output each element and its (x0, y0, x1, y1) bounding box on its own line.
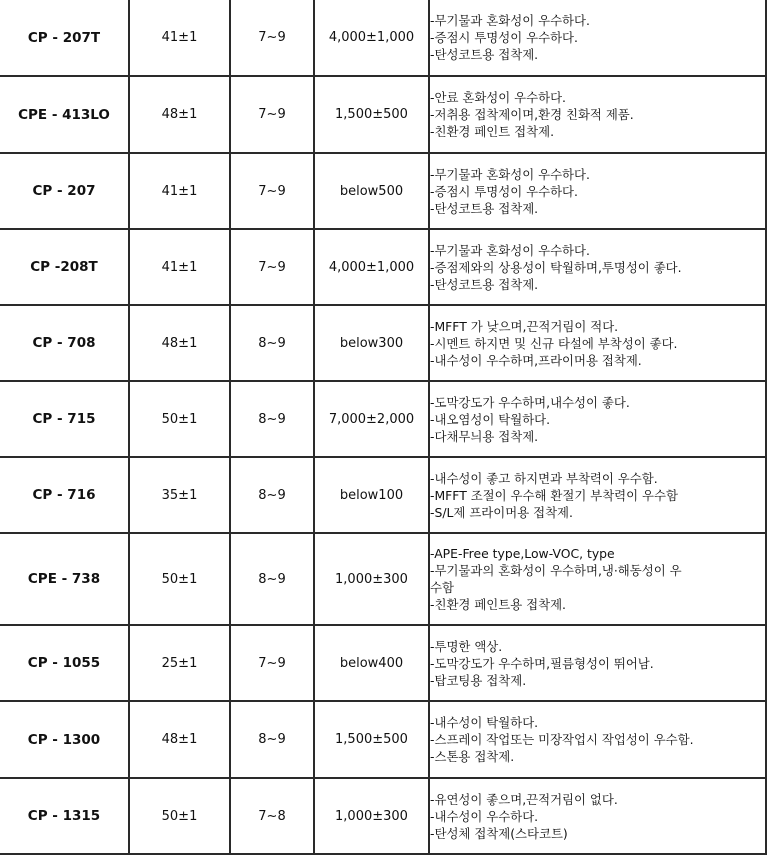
solid-content: 48±1 (129, 305, 230, 381)
ph-value: 8~9 (230, 457, 314, 533)
feature-line: -내수성이 우수하다. (430, 808, 539, 824)
feature-line: -MFFT 조절이 우수해 환절기 부착력이 우수함 (430, 487, 678, 503)
ph-value: 8~9 (230, 305, 314, 381)
viscosity: 7,000±2,000 (314, 381, 429, 457)
solid-content: 41±1 (129, 153, 230, 229)
feature-description (429, 153, 766, 229)
feature-line: -무기물과의 혼화성이 우수하며,냉·해동성이 우수함 (430, 563, 682, 595)
viscosity: 1,500±500 (314, 701, 429, 778)
feature-line: -안료 혼화성이 우수하다. (430, 90, 566, 105)
solid-content: 50±1 (129, 533, 230, 625)
viscosity: below300 (314, 305, 429, 381)
feature-description (429, 229, 766, 305)
feature-line: -APE-Free type,Low-VOC, type (430, 546, 615, 561)
feature-line: -탄성코트용 접착제. (430, 276, 539, 292)
product-name: CP - 716 (0, 457, 129, 533)
table-row (0, 381, 766, 457)
viscosity: below500 (314, 153, 429, 229)
solid-content: 48±1 (129, 76, 230, 153)
solid-content: 41±1 (129, 229, 230, 305)
ph-value: 7~9 (230, 625, 314, 701)
ph-value: 7~9 (230, 229, 314, 305)
feature-line: -S/L제 프라이머용 접착제. (430, 504, 573, 520)
solid-content: 48±1 (129, 701, 230, 778)
feature-description (429, 625, 766, 701)
table-row (0, 778, 766, 854)
viscosity: 1,000±300 (314, 533, 429, 625)
product-name: CP -208T (0, 229, 129, 305)
solid-content: 50±1 (129, 381, 230, 457)
feature-line: -증점시 투명성이 우수하다. (430, 30, 578, 45)
table-row (0, 457, 766, 533)
feature-line: -탑코팅용 접착제. (430, 672, 527, 688)
feature-line: -증점시 투명성이 우수하다. (430, 183, 578, 199)
product-name: CP - 207T (0, 0, 129, 76)
product-name: CPE - 738 (0, 533, 129, 625)
ph-value: 8~9 (230, 701, 314, 778)
table-row (0, 625, 766, 701)
feature-description (429, 701, 766, 778)
feature-line: -무기물과 혼화성이 우수하다. (430, 166, 590, 182)
product-name: CP - 715 (0, 381, 129, 457)
feature-description (429, 0, 766, 76)
product-name: CP - 708 (0, 305, 129, 381)
ph-value: 7~9 (230, 76, 314, 153)
feature-line: -내오염성이 탁월하다. (430, 411, 551, 427)
feature-line: -증점제와의 상용성이 탁월하며,투명성이 좋다. (430, 259, 682, 275)
viscosity: 1,500±500 (314, 76, 429, 153)
product-name: CPE - 413LO (0, 76, 129, 153)
feature-line: -탄성코트용 접착제. (430, 200, 539, 216)
feature-description (429, 381, 766, 457)
feature-line: -MFFT 가 낮으며,끈적거림이 적다. (430, 318, 619, 334)
product-name: CP - 1055 (0, 625, 129, 701)
feature-line: -다채무늬용 접착제. (430, 428, 539, 444)
product-name: CP - 1315 (0, 778, 129, 854)
ph-value: 7~9 (230, 0, 314, 76)
feature-line: -내수성이 탁월하다. (430, 715, 539, 730)
ph-value: 7~8 (230, 778, 314, 854)
ph-value: 8~9 (230, 381, 314, 457)
table-row (0, 229, 766, 305)
table-row (0, 305, 766, 381)
feature-line: -도막강도가 우수하며,내수성이 좋다. (430, 394, 630, 410)
solid-content: 35±1 (129, 457, 230, 533)
feature-line: -탄성코트용 접착제. (430, 47, 539, 62)
feature-description (429, 533, 766, 625)
feature-line: -탄성체 접착제(스타코트) (430, 825, 568, 841)
feature-line: -내수성이 우수하며,프라이머용 접착제. (430, 352, 642, 368)
feature-line: -저취용 접착제이며,환경 친화적 제품. (430, 107, 634, 122)
feature-line: -내수성이 좋고 하지면과 부착력이 우수함. (430, 470, 658, 486)
feature-line: -유연성이 좋으며,끈적거림이 없다. (430, 791, 618, 807)
feature-line: -친환경 페인트 접착제. (430, 124, 555, 139)
table-row (0, 0, 766, 76)
solid-content: 25±1 (129, 625, 230, 701)
feature-description (429, 778, 766, 854)
feature-line: -친환경 페인트용 접착제. (430, 597, 566, 612)
viscosity: 1,000±300 (314, 778, 429, 854)
solid-content: 41±1 (129, 0, 230, 76)
table-row (0, 76, 766, 153)
feature-line: -무기물과 혼화성이 우수하다. (430, 242, 590, 258)
table-row (0, 701, 766, 778)
feature-line: -스톤용 접착제. (430, 749, 515, 764)
ph-value: 8~9 (230, 533, 314, 625)
feature-line: -투명한 액상. (430, 638, 503, 654)
ph-value: 7~9 (230, 153, 314, 229)
feature-description (429, 76, 766, 153)
table-row (0, 533, 766, 625)
table-row (0, 153, 766, 229)
feature-line: -무기물과 혼화성이 우수하다. (430, 13, 590, 28)
product-name: CP - 207 (0, 153, 129, 229)
viscosity: 4,000±1,000 (314, 229, 429, 305)
feature-line: -스프레이 작업또는 미장작업시 작업성이 우수함. (430, 732, 694, 747)
feature-line: -시멘트 하지면 및 신규 타설에 부착성이 좋다. (430, 335, 678, 351)
viscosity: below400 (314, 625, 429, 701)
solid-content: 50±1 (129, 778, 230, 854)
feature-line: -도막강도가 우수하며,필름형성이 뛰어남. (430, 655, 654, 671)
feature-description (429, 457, 766, 533)
feature-description (429, 305, 766, 381)
viscosity: below100 (314, 457, 429, 533)
viscosity: 4,000±1,000 (314, 0, 429, 76)
product-name: CP - 1300 (0, 701, 129, 778)
